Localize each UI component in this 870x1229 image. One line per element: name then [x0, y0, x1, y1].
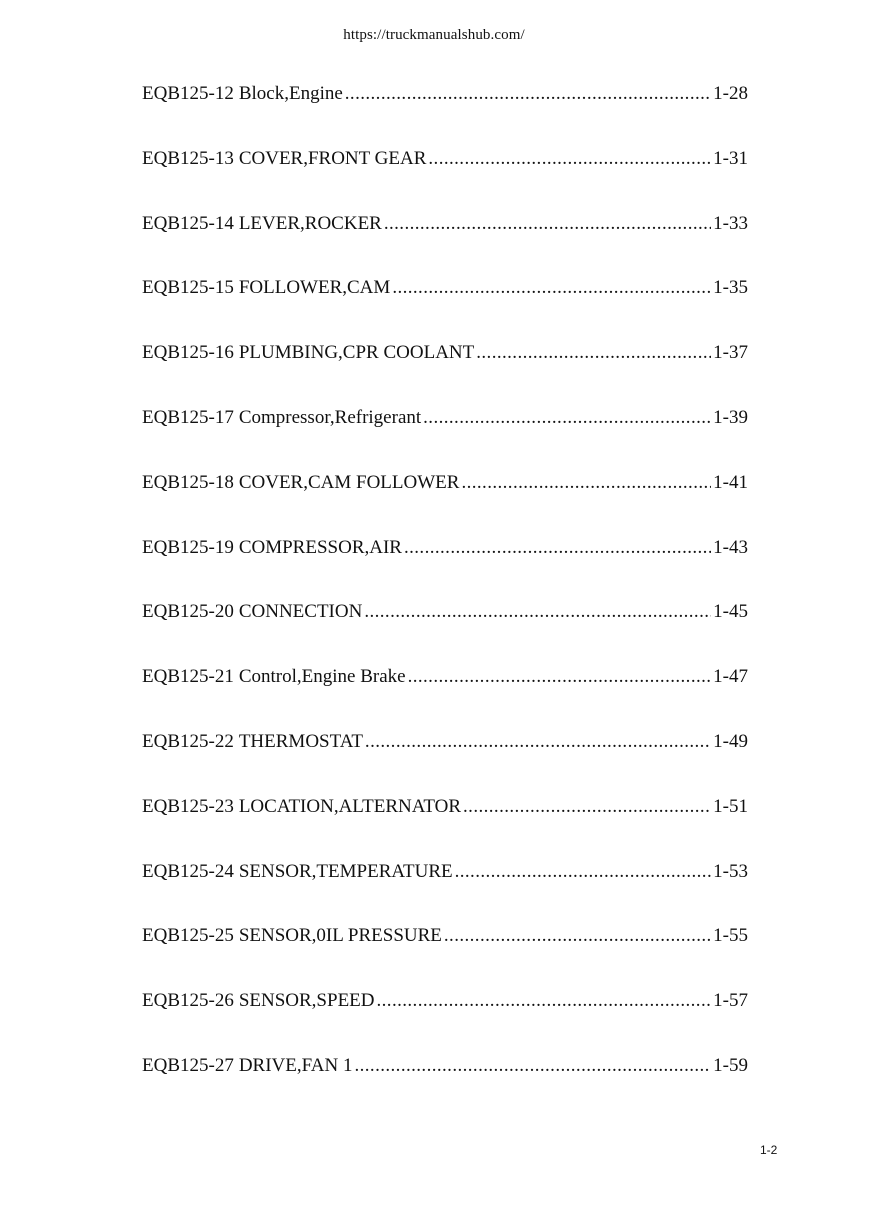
toc-entry-code: EQB125-24 [142, 860, 234, 882]
toc-entry-title: LEVER,ROCKER [238, 212, 382, 234]
toc-entry[interactable] [142, 990, 748, 1055]
page-number: 1-2 [760, 1143, 778, 1157]
dot-leader [354, 1055, 711, 1077]
toc-entry-page: 1-43 [713, 536, 748, 558]
toc-entry-title: COVER,FRONT GEAR [238, 147, 427, 169]
toc-entry-title: Block,Engine [238, 83, 343, 104]
toc-entry[interactable] [142, 731, 748, 796]
toc-entry-page: 1-53 [713, 860, 748, 882]
toc-entry-page: 1-28 [713, 83, 748, 104]
dot-leader [423, 407, 711, 429]
toc-entry[interactable] [142, 407, 748, 472]
toc-entry-page: 1-57 [713, 990, 748, 1012]
toc-entry-title: CONNECTION [238, 601, 363, 623]
toc-entry-code: EQB125-26 [142, 990, 234, 1012]
toc-entry-code: EQB125-19 [142, 536, 234, 558]
toc-entry-code: EQB125-23 [142, 795, 234, 817]
toc-entry-code: EQB125-27 [142, 1054, 234, 1076]
toc-entry-title: Compressor,Refrigerant [238, 406, 422, 428]
toc-entry-page: 1-51 [713, 795, 748, 817]
toc-entry[interactable] [142, 601, 748, 666]
toc-entry[interactable] [142, 537, 748, 602]
toc-entry-code: EQB125-16 [142, 342, 234, 364]
toc-entry-code: EQB125-21 [142, 666, 234, 688]
dot-leader [463, 796, 711, 818]
toc-entry-page: 1-35 [713, 277, 748, 299]
toc-entry-title: SENSOR,0IL PRESSURE [238, 925, 442, 947]
toc-entry[interactable] [142, 796, 748, 861]
toc-entry-page: 1-41 [713, 471, 748, 493]
toc-entry[interactable] [142, 472, 748, 537]
toc-entry-page: 1-55 [713, 925, 748, 947]
toc-entry-code: EQB125-18 [142, 471, 234, 493]
header-url: https://truckmanualshub.com/ [343, 27, 525, 43]
toc-entry[interactable] [142, 666, 748, 731]
dot-leader [384, 213, 711, 235]
dot-leader [365, 731, 711, 753]
toc-entry-code: EQB125-17 [142, 406, 234, 428]
toc-entry-code: EQB125-13 [142, 147, 234, 169]
toc-entry-page: 1-39 [713, 406, 748, 428]
toc-entry-code: EQB125-22 [142, 730, 234, 752]
toc-entry[interactable] [142, 213, 748, 278]
toc-entry-title: FOLLOWER,CAM [238, 277, 391, 299]
toc-entry-page: 1-31 [713, 147, 748, 169]
toc-entry-title: COVER,CAM FOLLOWER [238, 471, 460, 493]
toc-entry[interactable] [142, 277, 748, 342]
dot-leader [408, 666, 712, 688]
dot-leader [377, 990, 712, 1012]
toc-entry[interactable] [142, 83, 748, 148]
toc-entry-code: EQB125-14 [142, 212, 234, 234]
toc-entry-page: 1-59 [713, 1054, 748, 1076]
dot-leader [476, 342, 711, 364]
toc-entry[interactable] [142, 861, 748, 926]
table-of-contents [142, 83, 748, 1120]
dot-leader [392, 277, 711, 299]
toc-entry-title: DRIVE,FAN 1 [238, 1054, 353, 1076]
toc-entry-page: 1-47 [713, 666, 748, 688]
dot-leader [455, 861, 712, 883]
toc-entry-title: COMPRESSOR,AIR [238, 536, 402, 558]
dot-leader [345, 83, 711, 105]
toc-entry-page: 1-45 [713, 601, 748, 623]
toc-entry-title: SENSOR,SPEED [238, 990, 375, 1012]
dot-leader [461, 472, 711, 494]
toc-entry-code: EQB125-12 [142, 83, 234, 104]
toc-entry[interactable] [142, 342, 748, 407]
toc-entry[interactable] [142, 925, 748, 990]
toc-entry-page: 1-33 [713, 212, 748, 234]
toc-entry-title: PLUMBING,CPR COOLANT [238, 342, 475, 364]
toc-entry-code: EQB125-15 [142, 277, 234, 299]
toc-entry-title: LOCATION,ALTERNATOR [238, 795, 462, 817]
toc-entry-code: EQB125-25 [142, 925, 234, 947]
toc-entry-title: Control,Engine Brake [238, 666, 406, 688]
dot-leader [428, 148, 711, 170]
toc-entry[interactable] [142, 148, 748, 213]
toc-entry-title: THERMOSTAT [238, 730, 363, 752]
toc-entry[interactable] [142, 1055, 748, 1120]
toc-entry-page: 1-37 [713, 342, 748, 364]
toc-entry-title: SENSOR,TEMPERATURE [238, 860, 453, 882]
dot-leader [364, 601, 711, 623]
dot-leader [444, 925, 711, 947]
dot-leader [404, 537, 711, 559]
toc-entry-page: 1-49 [713, 730, 748, 752]
toc-entry-code: EQB125-20 [142, 601, 234, 623]
